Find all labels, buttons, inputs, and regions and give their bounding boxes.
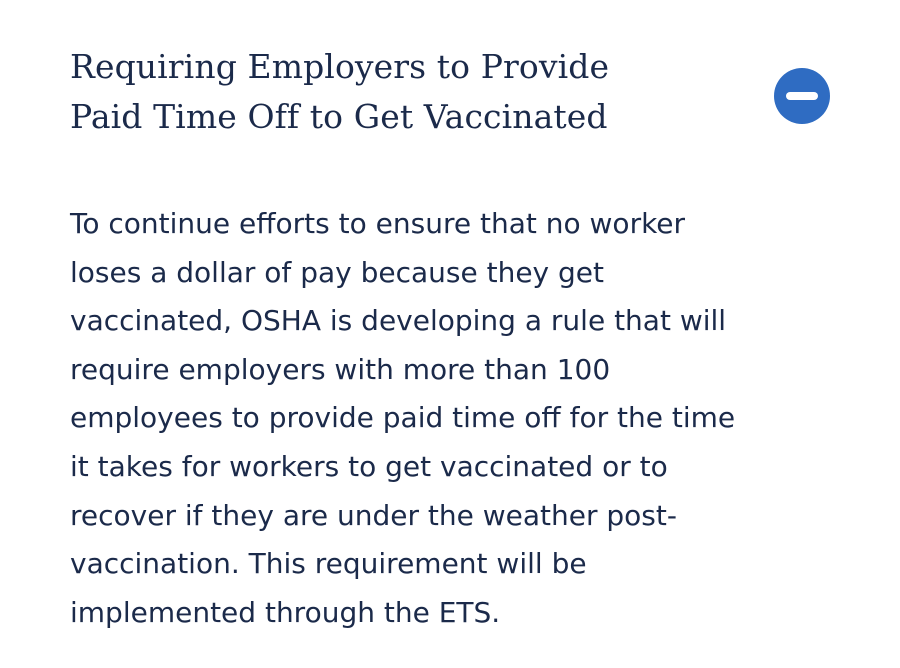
accordion-header[interactable] xyxy=(70,42,850,152)
minus-icon xyxy=(786,92,818,100)
collapse-button[interactable] xyxy=(774,68,830,124)
section-title: Requiring Employers to Provide Paid Time Off to Get Vaccinated xyxy=(70,47,610,136)
section-body-text: To continue efforts to ensure that no worker loses a dollar of pay because they get vaccinated, OSHA is developing a rule that will require employers with more than 100 employees to provide paid time off for the time it takes for workers to get vaccinated or to recover if they are under the weather post- vaccination. This requirement will be implemented through the ETS. xyxy=(70,207,736,629)
accordion-body xyxy=(70,200,860,637)
